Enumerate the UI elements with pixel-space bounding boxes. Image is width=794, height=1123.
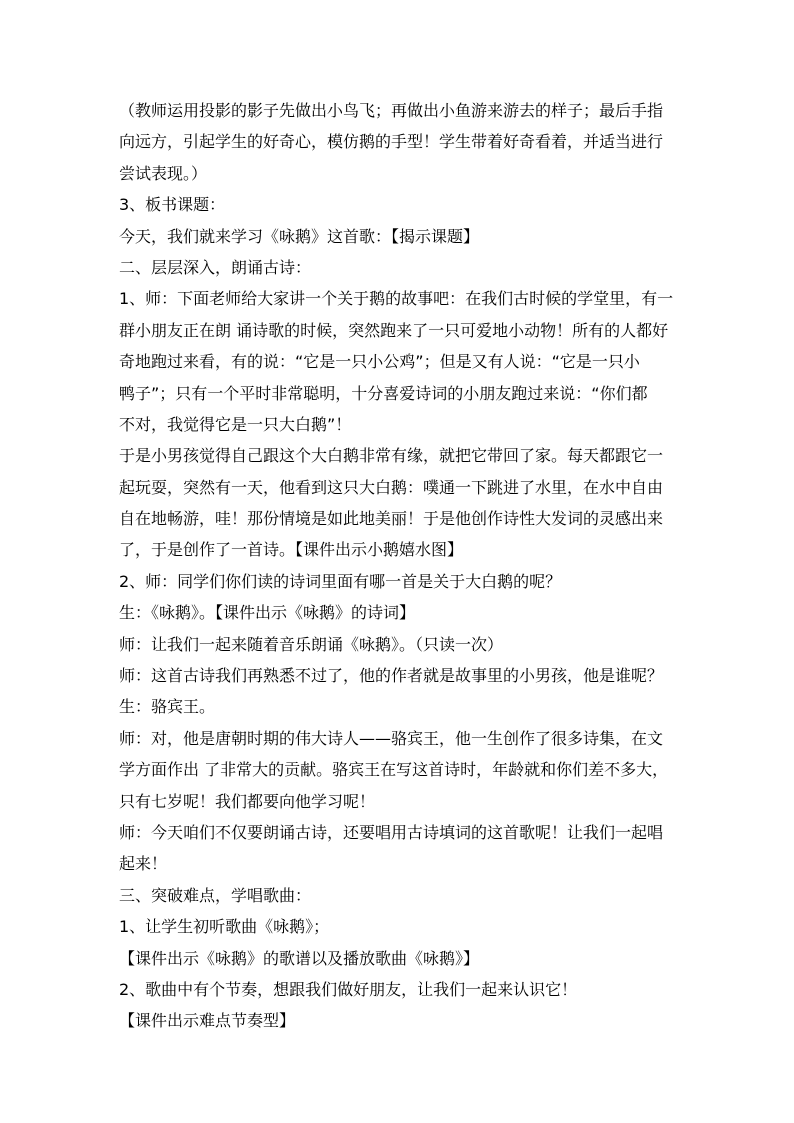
- text-line: （教师运用投影的影子先做出小鸟飞；再做出小鱼游来游去的样子；最后手指: [119, 101, 664, 120]
- section-heading: 二、层层深入，朗诵古诗：: [119, 257, 312, 277]
- document-body: [119, 95, 679, 1037]
- text-line: 自在地畅游，哇！那份情境是如此地美丽！于是他创作诗性大发词的灵感出来: [119, 509, 664, 529]
- text-line: 2、师：同学们你们读的诗词里面有哪一首是关于大白鹅的呢？: [119, 571, 562, 591]
- text-line: 【课件出示《咏鹅》的歌谱以及播放歌曲《咏鹅》】: [119, 948, 480, 968]
- text-line: 向远方，引起学生的好奇心，模仿鹅的手型！学生带着好奇看着，并适当进行: [119, 132, 664, 152]
- text-line: 【课件出示难点节奏型】: [119, 1011, 296, 1031]
- text-line: 奇地跑过来看，有的说：“它是一只小公鸡”；但是又有人说：“它是一只小: [119, 352, 640, 372]
- text-line: 今天，我们就来学习《咏鹅》这首歌：【揭示课题】: [119, 226, 480, 246]
- text-line: 2、歌曲中有个节奏，想跟我们做好朋友，让我们一起来认识它！: [119, 979, 578, 999]
- text-line: 只有七岁呢！我们都要向他学习呢！: [119, 791, 376, 811]
- text-line: 尝试表现。）: [119, 163, 208, 183]
- text-line: 起玩耍，突然有一天，他看到这只大白鹅：噗通一下跳进了水里，在水中自由: [119, 477, 664, 497]
- text-line: 鸭子”；只有一个平时非常聪明，十分喜爱诗词的小朋友跑过来说：“你们都: [119, 383, 648, 403]
- text-line: 于是小男孩觉得自己跟这个大白鹅非常有缘，就把它带回了家。每天都跟它一: [119, 446, 664, 466]
- text-line: 生：骆宾王。: [119, 697, 216, 717]
- text-line: 1、让学生初听歌曲《咏鹅》；: [119, 917, 330, 937]
- text-line: 师：这首古诗我们再熟悉不过了，他的作者就是故事里的小男孩，他是谁呢？: [119, 666, 664, 686]
- text-line: 学方面作出 了非常大的贡献。骆宾王在写这首诗时，年龄就和你们差不多大，: [119, 760, 669, 780]
- text-line: 生：《咏鹅》。【课件出示《咏鹅》的诗词】: [119, 603, 416, 623]
- text-line: 不对，我觉得它是一只大白鹅”！: [119, 414, 352, 434]
- text-line: 师：今天咱们不仅要朗诵古诗，还要唱用古诗填词的这首歌呢！让我们一起唱: [119, 822, 664, 842]
- text-line: 了，于是创作了一首诗。【课件出示小鹅嬉水图】: [119, 540, 464, 560]
- text-line: 师：让我们一起来随着音乐朗诵《咏鹅》。（只读一次）: [119, 634, 504, 654]
- text-line: 3、板书课题：: [119, 195, 226, 215]
- text-line: 群小朋友正在朗 诵诗歌的时候，突然跑来了一只可爱地小动物！所有的人都好: [119, 320, 669, 340]
- text-line: 1、师：下面老师给大家讲一个关于鹅的故事吧：在我们古时候的学堂里，有一: [119, 289, 674, 309]
- section-heading: 三、突破难点，学唱歌曲：: [119, 885, 312, 905]
- text-line: 起来！: [119, 854, 168, 874]
- text-line: 师：对，他是唐朝时期的伟大诗人——骆宾王，他一生创作了很多诗集，在文: [119, 728, 664, 748]
